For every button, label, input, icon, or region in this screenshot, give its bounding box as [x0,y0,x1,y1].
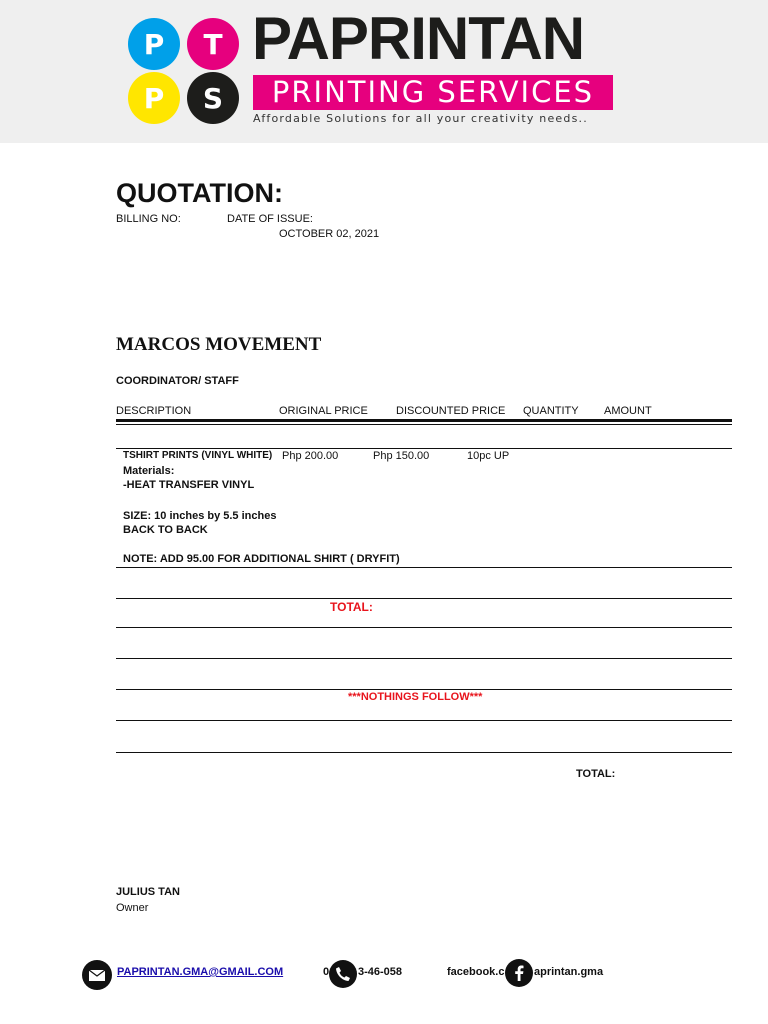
item-original-price: Php 200.00 [282,450,339,462]
logo-letter: P [143,81,165,115]
logo-circle-s [187,72,239,124]
item-quantity: 10pc UP [467,450,510,462]
logo-letter: T [203,27,223,61]
item-discounted-price: Php 150.00 [373,450,430,462]
quotation-title: QUOTATION: [116,178,283,208]
row-rule [116,658,732,659]
item-detail-size: SIZE: 10 inches by 5.5 inches [123,510,277,522]
facebook-icon [505,959,533,987]
email-icon [82,960,112,990]
billing-no-label: BILLING NO: [116,213,181,225]
logo-circle-p [128,18,180,70]
grand-total-label: TOTAL: [576,768,616,780]
logo-letter: P [143,27,165,61]
logo-letter: S [202,81,224,115]
phone-icon [329,960,357,988]
signatory-title: Owner [116,902,149,914]
facebook-text-end: aprintan.gma [534,966,604,978]
subtotal-label: TOTAL: [330,600,373,614]
phone-number-end: 3-46-058 [358,966,403,978]
logo-circle-t [187,18,239,70]
header-rule-thick [116,419,732,422]
item-description: TSHIRT PRINTS (VINYL WHITE) [123,450,273,461]
item-detail-material-type: -HEAT TRANSFER VINYL [123,479,255,491]
item-detail-back-to-back: BACK TO BACK [123,524,208,536]
row-rule [116,598,732,599]
client-name: MARCOS MOVEMENT [116,334,322,355]
signatory-name: JULIUS TAN [116,886,180,898]
column-header-original-price: ORIGINAL PRICE [279,405,368,417]
brand-subtitle: PRINTING SERVICES [253,75,613,110]
column-header-amount: AMOUNT [604,405,652,417]
facebook-text-start: facebook.c [447,966,505,978]
item-detail-note: NOTE: ADD 95.00 FOR ADDITIONAL SHIRT ( DRYFIT) [123,553,400,565]
nothing-follows-note: ***NOTHINGS FOLLOW*** [348,691,483,703]
row-rule [116,567,732,568]
column-header-description: DESCRIPTION [116,405,192,417]
logo-circle-p2 [128,72,180,124]
header-rule-thin [116,424,732,425]
table-rule [116,448,732,449]
date-of-issue-value: OCTOBER 02, 2021 [279,228,380,240]
brand-name: PAPRINTAN [252,5,585,72]
item-detail-materials: Materials: [123,465,175,477]
email-link[interactable]: PAPRINTAN.GMA@GMAIL.COM [117,966,284,978]
brand-tagline: Affordable Solutions for all your creativity needs.. [253,112,588,125]
row-rule [116,752,732,753]
header-band [0,0,768,143]
column-header-quantity: QUANTITY [523,405,579,417]
row-rule [116,720,732,721]
column-header-discounted-price: DISCOUNTED PRICE [396,405,506,417]
client-role: COORDINATOR/ STAFF [116,375,239,387]
phone-number-start: 0 [323,966,330,978]
row-rule [116,627,732,628]
row-rule [116,689,732,690]
date-of-issue-label: DATE OF ISSUE: [227,213,313,225]
